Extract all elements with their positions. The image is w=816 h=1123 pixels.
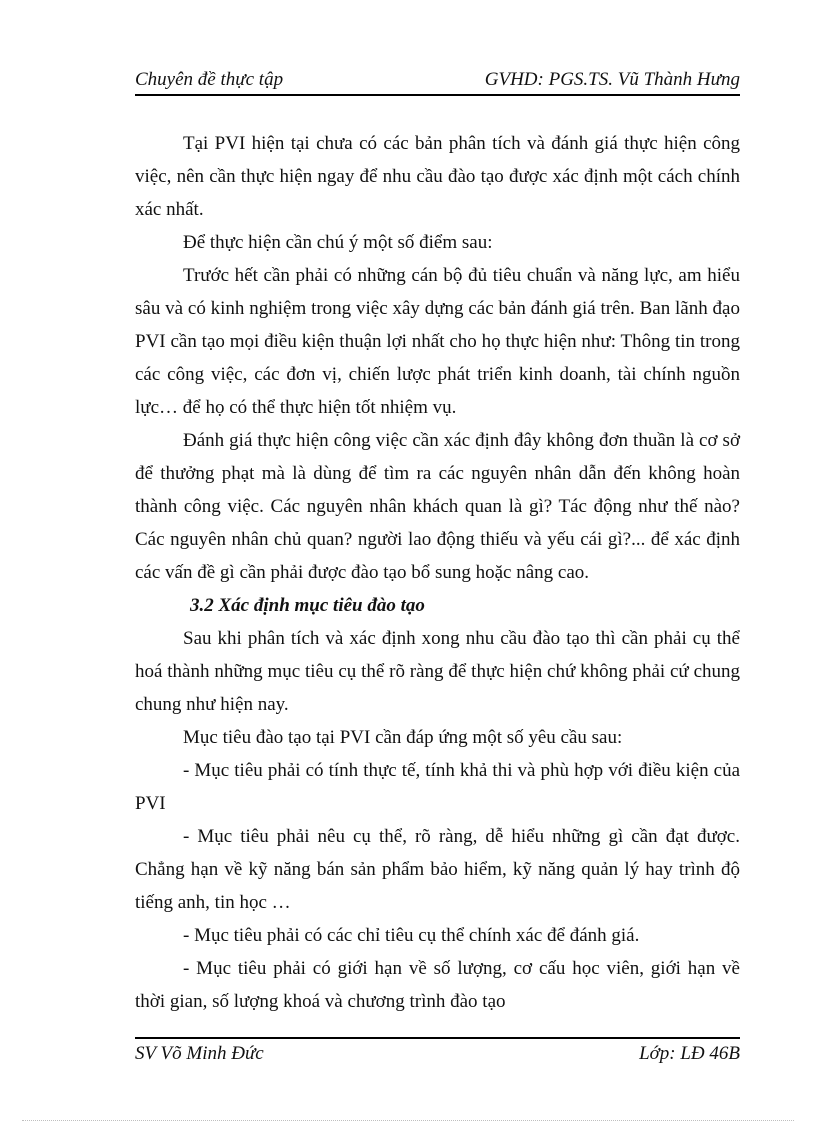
footer-right: Lớp: LĐ 46B [639, 1043, 740, 1064]
footer-left: SV Võ Minh Đức [135, 1043, 264, 1064]
list-item: - Mục tiêu phải có tính thực tế, tính khả thi và phù hợp với điều kiện của PVI [135, 760, 740, 814]
section-heading: 3.2 Xác định mục tiêu đào tạo [190, 595, 425, 616]
paragraph: Đánh giá thực hiện công việc cần xác định đây không đơn thuần là cơ sở để thưởng phạt mà là dùng để tìm ra các nguyên nhân dẫn đến không hoàn thành công việc. Các nguyên nhân khách quan là gì? Tác động như thế nào? Các nguyên nhân chủ quan? người lao động thiếu và yếu cái gì?... để xác định các vấn đề gì cần phải được đào tạo bổ sung hoặc nâng cao. [135, 430, 740, 583]
page-header [135, 66, 740, 96]
header-right: GVHD: PGS.TS. Vũ Thành Hưng [484, 69, 740, 90]
paragraph: Mục tiêu đào tạo tại PVI cần đáp ứng một số yêu cầu sau: [183, 727, 623, 748]
paragraph: Sau khi phân tích và xác định xong nhu cầu đào tạo thì cần phải cụ thể hoá thành những mục tiêu cụ thể rõ ràng để thực hiện chứ không phải cứ chung chung như hiện nay. [135, 628, 740, 715]
paragraph: Tại PVI hiện tại chưa có các bản phân tích và đánh giá thực hiện công việc, nên cần thực hiện ngay để nhu cầu đào tạo được xác định một cách chính xác nhất. [135, 133, 740, 220]
header-left: Chuyên đề thực tập [135, 69, 284, 90]
paragraph: Trước hết cần phải có những cán bộ đủ tiêu chuẩn và năng lực, am hiểu sâu và có kinh nghiệm trong việc xây dựng các bản đánh giá trên. Ban lãnh đạo PVI cần tạo mọi điều kiện thuận lợi nhất cho họ thực hiện như: Thông tin trong các công việc, các đơn vị, chiến lược phát triển kinh doanh, tài chính nguồn lực… để họ có thể thực hiện tốt nhiệm vụ. [135, 265, 740, 418]
list-item: - Mục tiêu phải có các chỉ tiêu cụ thể chính xác để đánh giá. [183, 925, 640, 946]
document-body [135, 127, 740, 1018]
paragraph: Để thực hiện cần chú ý một số điểm sau: [183, 232, 493, 253]
list-item: - Mục tiêu phải nêu cụ thể, rõ ràng, dễ hiểu những gì cần đạt được. Chẳng hạn về kỹ năng bán sản phẩm bảo hiểm, kỹ năng quản lý hay trình độ tiếng anh, tin học … [135, 826, 740, 913]
list-item: - Mục tiêu phải có giới hạn về số lượng, cơ cấu học viên, giới hạn về thời gian, số lượng khoá và chương trình đào tạo [135, 958, 740, 1012]
page-edge-line [22, 1120, 794, 1121]
footer-divider [135, 1037, 740, 1039]
page-footer [135, 1040, 740, 1068]
